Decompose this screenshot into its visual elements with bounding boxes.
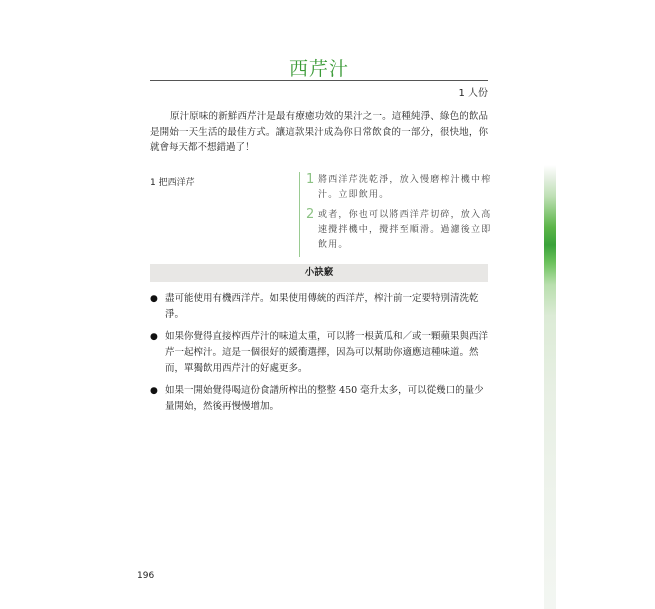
step-item [306,172,496,203]
tip-item [150,291,490,323]
bullet-icon: ● [150,386,158,396]
recipe-title: 西芹汁 [288,58,349,80]
ingredient-item: 1 把西洋芹 [150,178,195,188]
tips-heading: 小訣竅 [150,264,488,282]
page-number: 196 [137,571,155,581]
title-divider [150,80,488,81]
tip-text: 如果你覺得直接榨西芹汁的味道太重，可以將一根黃瓜和／或一顆蘋果與西洋芹一起榨汁。這是一個很好的緩衝選擇，因為可以幫助你適應這種味道。然而，單獨飲用西芹汁的好處更多。 [165,331,489,374]
bullet-icon: ● [150,332,158,342]
step-text: 或者，你也可以將西洋芹切碎，放入高速攪拌機中，攪拌至順滑。過濾後立即飲用。 [318,210,492,250]
tip-item [150,383,490,415]
page-edge-color-strip [544,165,556,609]
recipe-intro: 原汁原味的新鮮西芹汁是最有療癒功效的果汁之一。這種純淨、綠色的飲品是開始一天生活的最佳方式。讓這款果汁成為你日常飲食的一部分，很快地，你就會每天都不想錯過了！ [150,111,488,153]
servings-label: 1 人份 [458,88,488,99]
step-item [306,207,496,253]
tip-text: 盡可能使用有機西洋芹。如果使用傳統的西洋芹，榨汁前一定要特別清洗乾淨。 [165,293,479,320]
bullet-icon: ● [150,294,158,304]
steps-list [299,172,496,257]
tips-list [150,291,490,421]
tip-item [150,329,490,377]
tip-text: 如果一開始覺得喝這份食譜所榨出的整整 450 毫升太多，可以從幾口的量少量開始，然後再慢慢增加。 [165,385,484,412]
step-number: 2 [306,207,315,222]
step-number: 1 [306,172,315,187]
step-text: 將西洋芹洗乾淨，放入慢磨榨汁機中榨汁。立即飲用。 [318,175,492,200]
